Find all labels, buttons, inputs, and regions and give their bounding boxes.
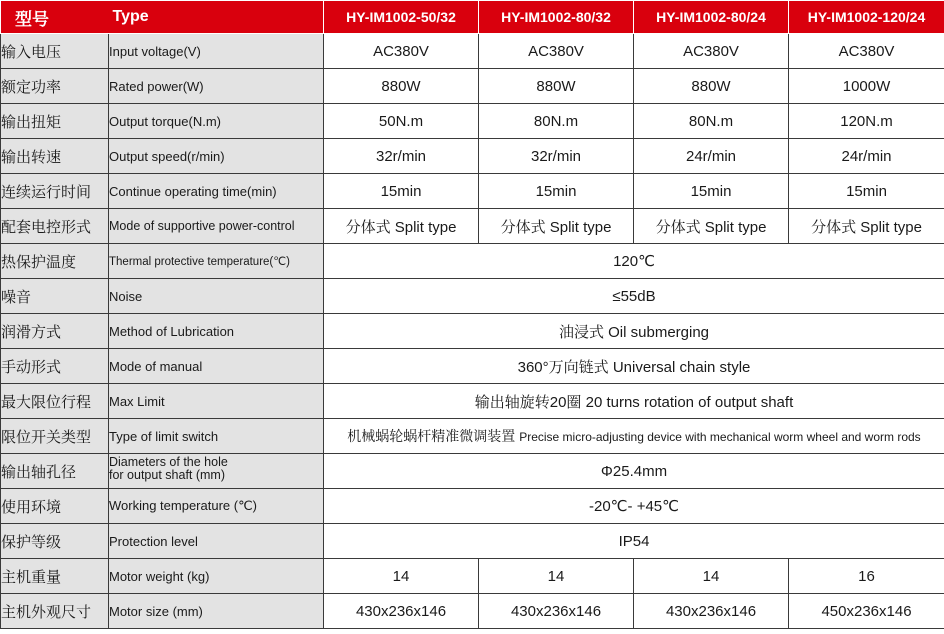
value-cell: 15min xyxy=(324,174,479,209)
row-label-cn: 限位开关类型 xyxy=(1,419,109,454)
row-limit-switch xyxy=(1,419,944,454)
row-label-cn: 手动形式 xyxy=(1,349,109,384)
row-label-cn: 输入电压 xyxy=(1,34,109,69)
value-cell: AC380V xyxy=(324,34,479,69)
value-cell: 14 xyxy=(324,559,479,594)
header-label-cn: 型号 xyxy=(1,1,109,34)
value-cell: 880W xyxy=(634,69,789,104)
row-output-speed xyxy=(1,139,944,174)
value-cell-merged: 360°万向链式 Universal chain style xyxy=(324,349,944,384)
row-input-voltage xyxy=(1,34,944,69)
row-label-cn: 主机外观尺寸 xyxy=(1,594,109,629)
row-label-en: Noise xyxy=(109,279,324,314)
value-cell: 120N.m xyxy=(789,104,944,139)
header-row xyxy=(1,1,944,34)
value-cell-merged: ≤55dB xyxy=(324,279,944,314)
row-label-en: Continue operating time(min) xyxy=(109,174,324,209)
value-cell: 15min xyxy=(789,174,944,209)
row-label-en: Motor weight (kg) xyxy=(109,559,324,594)
row-label-en: Method of Lubrication xyxy=(109,314,324,349)
row-label-cn: 额定功率 xyxy=(1,69,109,104)
row-noise xyxy=(1,279,944,314)
row-label-en: Input voltage(V) xyxy=(109,34,324,69)
row-power-control xyxy=(1,209,944,244)
row-output-torque xyxy=(1,104,944,139)
row-label-en: Motor size (mm) xyxy=(109,594,324,629)
row-motor-size xyxy=(1,594,944,629)
row-label-en-line2: for output shaft (mm) xyxy=(109,468,226,482)
row-shaft-diameter xyxy=(1,454,944,489)
value-cell-merged: Φ25.4mm xyxy=(324,454,944,489)
value-cell: 430x236x146 xyxy=(479,594,634,629)
value-cell: 14 xyxy=(479,559,634,594)
row-label-cn: 配套电控形式 xyxy=(1,209,109,244)
row-label-cn: 输出轴孔径 xyxy=(1,454,109,489)
value-cell: 15min xyxy=(634,174,789,209)
value-cell: 15min xyxy=(479,174,634,209)
row-label-cn: 保护等级 xyxy=(1,524,109,559)
model-1: HY-IM1002-50/32 xyxy=(324,1,479,34)
row-label-cn: 润滑方式 xyxy=(1,314,109,349)
model-3: HY-IM1002-80/24 xyxy=(634,1,789,34)
row-label-en: Output torque(N.m) xyxy=(109,104,324,139)
row-label-en: Type of limit switch xyxy=(109,419,324,454)
value-cell: 分体式 Split type xyxy=(789,209,944,244)
row-thermal-protection xyxy=(1,244,944,279)
value-cell: 24r/min xyxy=(634,139,789,174)
value-cell: 分体式 Split type xyxy=(324,209,479,244)
value-cell: AC380V xyxy=(479,34,634,69)
row-protection-level xyxy=(1,524,944,559)
value-cell: AC380V xyxy=(634,34,789,69)
value-cell: 880W xyxy=(479,69,634,104)
value-cell: 50N.m xyxy=(324,104,479,139)
row-label-en: Thermal protective temperature(℃) xyxy=(109,244,324,279)
model-4: HY-IM1002-120/24 xyxy=(789,1,944,34)
value-cell: 450x236x146 xyxy=(789,594,944,629)
value-cell-merged xyxy=(324,419,944,454)
value-cell: 430x236x146 xyxy=(324,594,479,629)
value-cn: 机械蜗轮蜗杆精准微调装置 xyxy=(347,428,516,444)
row-label-en: Max Limit xyxy=(109,384,324,419)
value-cell: 80N.m xyxy=(634,104,789,139)
row-operating-time xyxy=(1,174,944,209)
value-cell: 1000W xyxy=(789,69,944,104)
row-working-temperature xyxy=(1,489,944,524)
value-cell-merged: 油浸式 Oil submerging xyxy=(324,314,944,349)
value-cell: 80N.m xyxy=(479,104,634,139)
row-label-en: Protection level xyxy=(109,524,324,559)
value-cell: 分体式 Split type xyxy=(479,209,634,244)
value-cell-merged: IP54 xyxy=(324,524,944,559)
value-cell: 16 xyxy=(789,559,944,594)
row-label-en: Mode of manual xyxy=(109,349,324,384)
row-label-en: Mode of supportive power-control xyxy=(109,209,324,244)
value-en: Precise micro-adjusting device with mechanical worm wheel and worm rods xyxy=(519,430,921,444)
row-label-en: Working temperature (℃) xyxy=(109,489,324,524)
row-label-cn: 热保护温度 xyxy=(1,244,109,279)
row-label-cn: 噪音 xyxy=(1,279,109,314)
row-label-cn: 连续运行时间 xyxy=(1,174,109,209)
row-lubrication xyxy=(1,314,944,349)
header-label-en: Type xyxy=(109,1,324,34)
row-label-cn: 主机重量 xyxy=(1,559,109,594)
value-cell: 24r/min xyxy=(789,139,944,174)
row-max-limit xyxy=(1,384,944,419)
value-cell: 430x236x146 xyxy=(634,594,789,629)
row-label-en: Output speed(r/min) xyxy=(109,139,324,174)
row-rated-power xyxy=(1,69,944,104)
value-cell: AC380V xyxy=(789,34,944,69)
value-cell-merged: 输出轴旋转20圈 20 turns rotation of output shaft xyxy=(324,384,944,419)
value-cell: 32r/min xyxy=(479,139,634,174)
row-manual-mode xyxy=(1,349,944,384)
value-cell: 14 xyxy=(634,559,789,594)
row-label-cn: 输出扭矩 xyxy=(1,104,109,139)
row-label-cn: 最大限位行程 xyxy=(1,384,109,419)
row-motor-weight xyxy=(1,559,944,594)
row-label-en xyxy=(109,454,324,489)
value-cell: 32r/min xyxy=(324,139,479,174)
model-2: HY-IM1002-80/32 xyxy=(479,1,634,34)
row-label-cn: 输出转速 xyxy=(1,139,109,174)
value-cell: 分体式 Split type xyxy=(634,209,789,244)
value-cell-merged: -20℃- +45℃ xyxy=(324,489,944,524)
value-cell-merged: 120℃ xyxy=(324,244,944,279)
row-label-en-line1: Diameters of the hole xyxy=(109,455,228,469)
row-label-en: Rated power(W) xyxy=(109,69,324,104)
row-label-cn: 使用环境 xyxy=(1,489,109,524)
value-cell: 880W xyxy=(324,69,479,104)
